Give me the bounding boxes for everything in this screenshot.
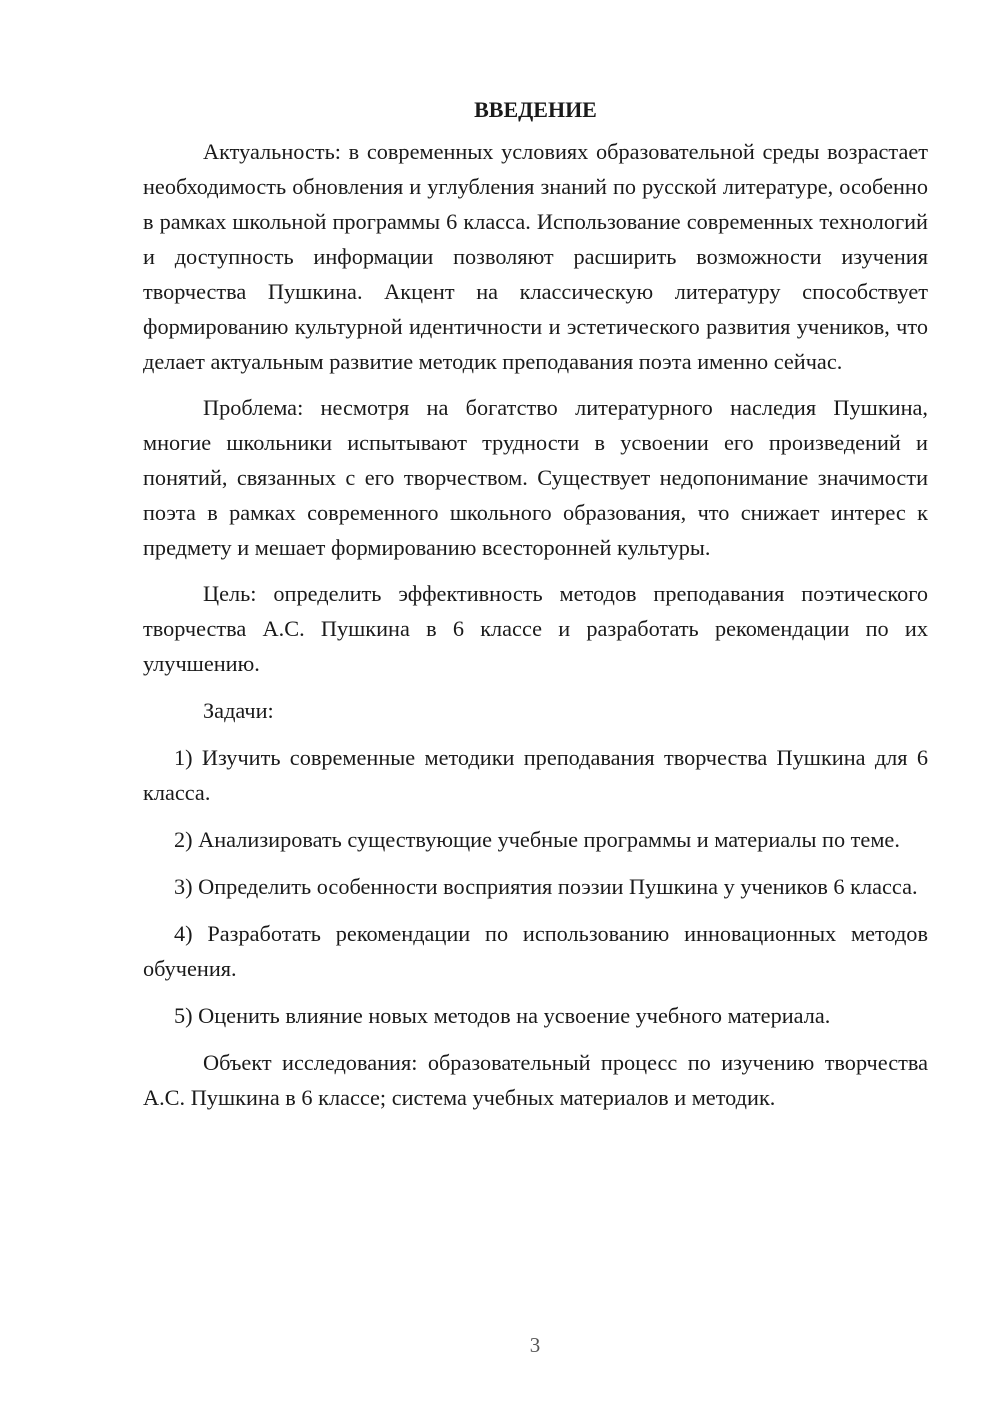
task-item: 1) Изучить современные методики преподавания творчества Пушкина для 6 класса. — [143, 745, 928, 805]
problem-paragraph: Проблема: несмотря на богатство литературного наследия Пушкина, многие школьники испытывают трудности в усвоении его произведений и понятий, связанных с его творчеством. Существует недопонимание значимости поэта в рамках современного школьного образования, что снижает интерес к предмету и мешает формированию всесторонней культуры. — [143, 395, 928, 560]
page-number: 3 — [529, 1333, 541, 1357]
goal-paragraph: Цель: определить эффективность методов преподавания поэтического творчества А.С. Пушкина в 6 классе и разработать рекомендации по их улучшению. — [143, 581, 928, 676]
tasks-heading: Задачи: — [203, 698, 274, 723]
task-item: 5) Оценить влияние новых методов на усвоение учебного материала. — [174, 1003, 831, 1028]
section-title: ВВЕДЕНИЕ — [474, 97, 597, 122]
task-item: 3) Определить особенности восприятия поэзии Пушкина у учеников 6 класса. — [174, 874, 918, 899]
task-item: 4) Разработать рекомендации по использованию инновационных методов обучения. — [143, 921, 928, 981]
relevance-paragraph: Актуальность: в современных условиях образовательной среды возрастает необходимость обновления и углубления знаний по русской литературе, особенно в рамках школьной программы 6 класса. Использование современных технологий и доступность информации позволяют расширить возможности изучения творчества Пушкина. Акцент на классическую литературу способствует формированию культурной идентичности и эстетического развития учеников, что делает актуальным развитие методик преподавания поэта именно сейчас. — [143, 139, 928, 374]
object-paragraph: Объект исследования: образовательный процесс по изучению творчества А.С. Пушкина в 6 классе; система учебных материалов и методик. — [143, 1050, 928, 1110]
document-page — [143, 92, 928, 1115]
task-item: 2) Анализировать существующие учебные программы и материалы по теме. — [174, 827, 900, 852]
